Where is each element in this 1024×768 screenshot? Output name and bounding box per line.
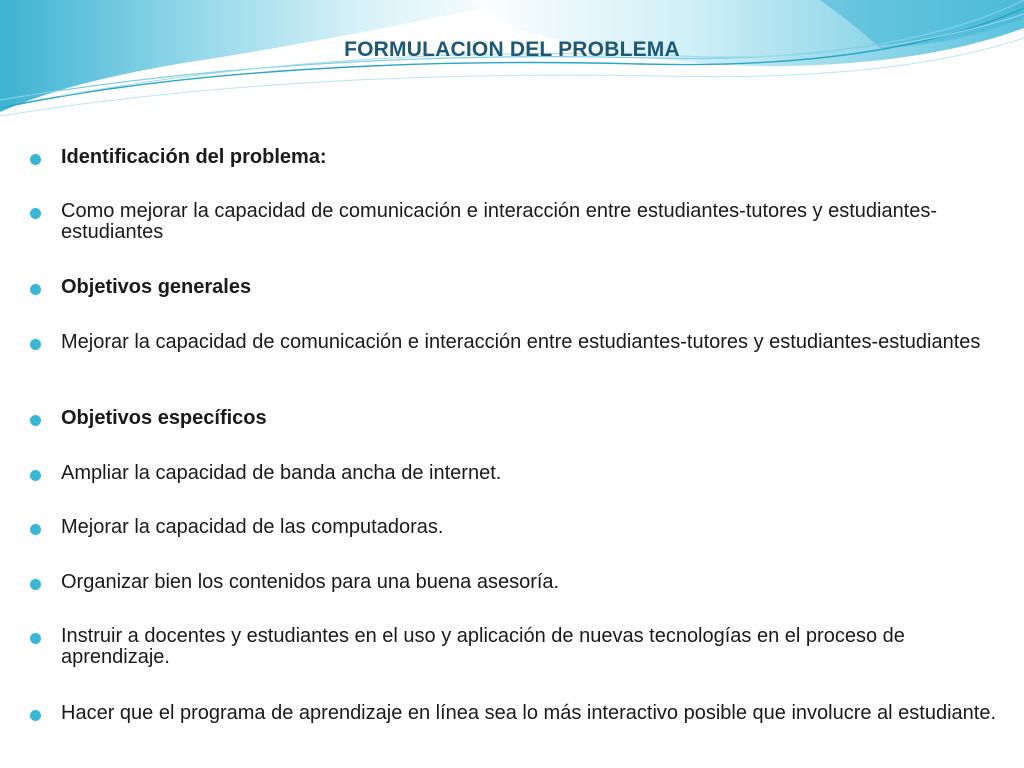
bullet-dot-icon: [30, 710, 41, 721]
bullet-dot-icon: [30, 415, 41, 426]
bullet-dot-icon: [30, 524, 41, 535]
bullet-text: Como mejorar la capacidad de comunicación e interacción entre estudiantes-tutores y estudiantes-estudiantes: [61, 200, 938, 243]
bullet-dot-icon: [30, 339, 41, 350]
bullet-dot-icon: [30, 284, 41, 295]
bullet-text: Mejorar la capacidad de las computadoras.: [61, 516, 444, 538]
bullet-dot-icon: [30, 633, 41, 644]
header-wave-decoration: [0, 0, 1024, 130]
bullet-text: Instruir a docentes y estudiantes en el uso y aplicación de nuevas tecnologías en el proceso de aprendizaje.: [61, 625, 905, 668]
bullet-dot-icon: [30, 208, 41, 219]
bullet-text: Objetivos generales: [61, 276, 252, 298]
slide-title: FORMULACION DEL PROBLEMA: [344, 38, 680, 61]
bullet-dot-icon: [30, 579, 41, 590]
bullet-text: Identificación del problema:: [61, 146, 327, 168]
bullet-dot-icon: [30, 154, 41, 165]
bullet-text: Objetivos específicos: [61, 407, 267, 429]
bullet-text: Hacer que el programa de aprendizaje en línea sea lo más interactivo posible que involucre al estudiante.: [61, 702, 997, 724]
bullet-dot-icon: [30, 470, 41, 481]
bullet-text: Organizar bien los contenidos para una buena asesoría.: [61, 571, 560, 593]
bullet-text: Mejorar la capacidad de comunicación e interacción entre estudiantes-tutores y estudiantes-estudiantes: [61, 331, 981, 353]
bullet-text: Ampliar la capacidad de banda ancha de internet.: [61, 462, 502, 484]
